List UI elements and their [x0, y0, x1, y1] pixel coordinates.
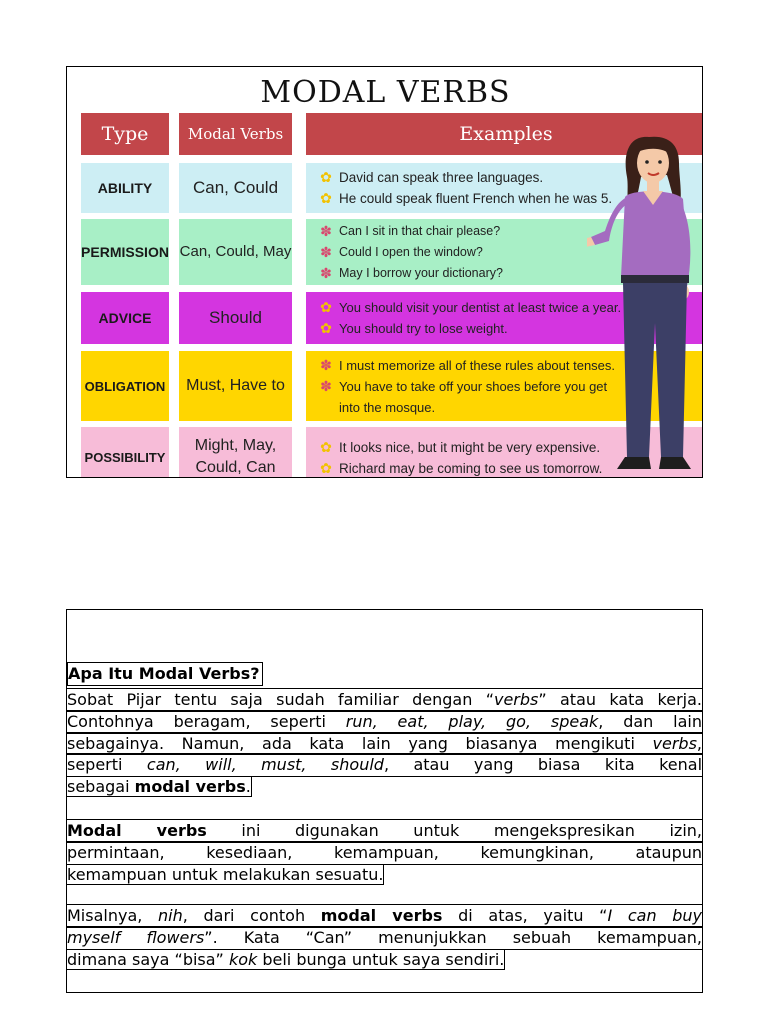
modal-verbs-infographic — [66, 66, 703, 478]
paragraph-line: myself flowers”. Kata “Can” menunjukkan sebuah kemampuan, — [67, 927, 702, 947]
flower-icon: ✽ — [320, 356, 332, 373]
paragraph-line: kemampuan untuk melakukan sesuatu. — [67, 864, 384, 884]
paragraph-line: sebagai modal verbs. — [67, 777, 251, 797]
paragraph-definition — [67, 820, 702, 885]
paragraph-line: Contohnya beragam, seperti run, eat, play, go, speak, dan lain — [67, 711, 703, 731]
paragraph-intro — [67, 689, 702, 798]
example-text: into the mosque. — [339, 399, 436, 415]
teacher-illustration — [587, 127, 703, 478]
example-text: You should visit your dentist at least twice a year. — [339, 300, 622, 315]
modal-permission: Can, Could, May — [179, 219, 292, 285]
paragraph-line: Misalnya, nih, dari contoh modal verbs di atas, yaitu “I can buy — [67, 906, 703, 925]
type-obligation: OBLIGATION — [81, 351, 169, 421]
example-text: It looks nice, but it might be very expensive. — [339, 440, 601, 455]
example-text: Could I open the window? — [339, 244, 483, 259]
type-permission: PERMISSION — [81, 219, 169, 285]
paragraph-example — [67, 905, 702, 970]
flower-icon: ✽ — [320, 377, 332, 394]
flower-icon: ✿ — [320, 460, 332, 476]
article-frame — [66, 609, 703, 993]
flower-icon: ✿ — [320, 190, 332, 206]
header-type: Type — [81, 113, 169, 155]
example-text: Can I sit in that chair please? — [339, 223, 501, 238]
modal-possibility: Might, May, Could, Can — [179, 427, 292, 478]
example-text: I must memorize all of these rules about tenses. — [339, 357, 616, 373]
example-text: You have to take off your shoes before you get — [339, 378, 608, 394]
modal-obligation: Must, Have to — [179, 351, 292, 421]
flower-icon: ✿ — [320, 169, 332, 185]
example-text: David can speak three languages. — [339, 170, 544, 185]
paragraph-line: Modal verbs ini digunakan untuk mengekspresikan izin, — [67, 821, 702, 840]
example-text: May I borrow your dictionary? — [339, 265, 503, 280]
example-text: You should try to lose weight. — [339, 321, 508, 336]
flower-icon: ✽ — [320, 222, 332, 239]
flower-icon: ✿ — [320, 439, 332, 455]
type-ability: ABILITY — [81, 163, 169, 213]
paragraph-line: Sobat Pijar tentu saja sudah familiar dengan “verbs” atau kata kerja. — [67, 690, 703, 709]
paragraph-line: seperti can, will, must, should, atau yang biasa kita kenal — [67, 755, 703, 775]
modal-ability: Can, Could — [179, 163, 292, 213]
flower-icon: ✽ — [320, 264, 332, 281]
paragraph-line: sebagainya. Namun, ada kata lain yang biasanya mengikuti verbs, — [67, 733, 702, 753]
example-text: Richard may be coming to see us tomorrow. — [339, 461, 603, 476]
flower-icon: ✿ — [320, 320, 332, 336]
paragraph-line: permintaan, kesediaan, kemampuan, kemungkinan, ataupun — [67, 842, 702, 862]
header-examples: Examples — [306, 113, 703, 155]
example-text: He could speak fluent French when he was 5. — [339, 191, 613, 206]
modal-advice: Should — [179, 292, 292, 344]
infographic-title: MODAL VERBS — [260, 75, 511, 110]
flower-icon: ✽ — [320, 243, 332, 260]
article-heading: Apa Itu Modal Verbs? — [67, 662, 263, 686]
paragraph-line: dimana saya “bisa” kok beli bunga untuk saya sendiri. — [67, 949, 505, 969]
header-modal-verbs: Modal Verbs — [179, 113, 292, 155]
type-advice: ADVICE — [81, 292, 169, 344]
flower-icon: ✿ — [320, 299, 332, 315]
type-possibility: POSSIBILITY — [81, 427, 169, 478]
